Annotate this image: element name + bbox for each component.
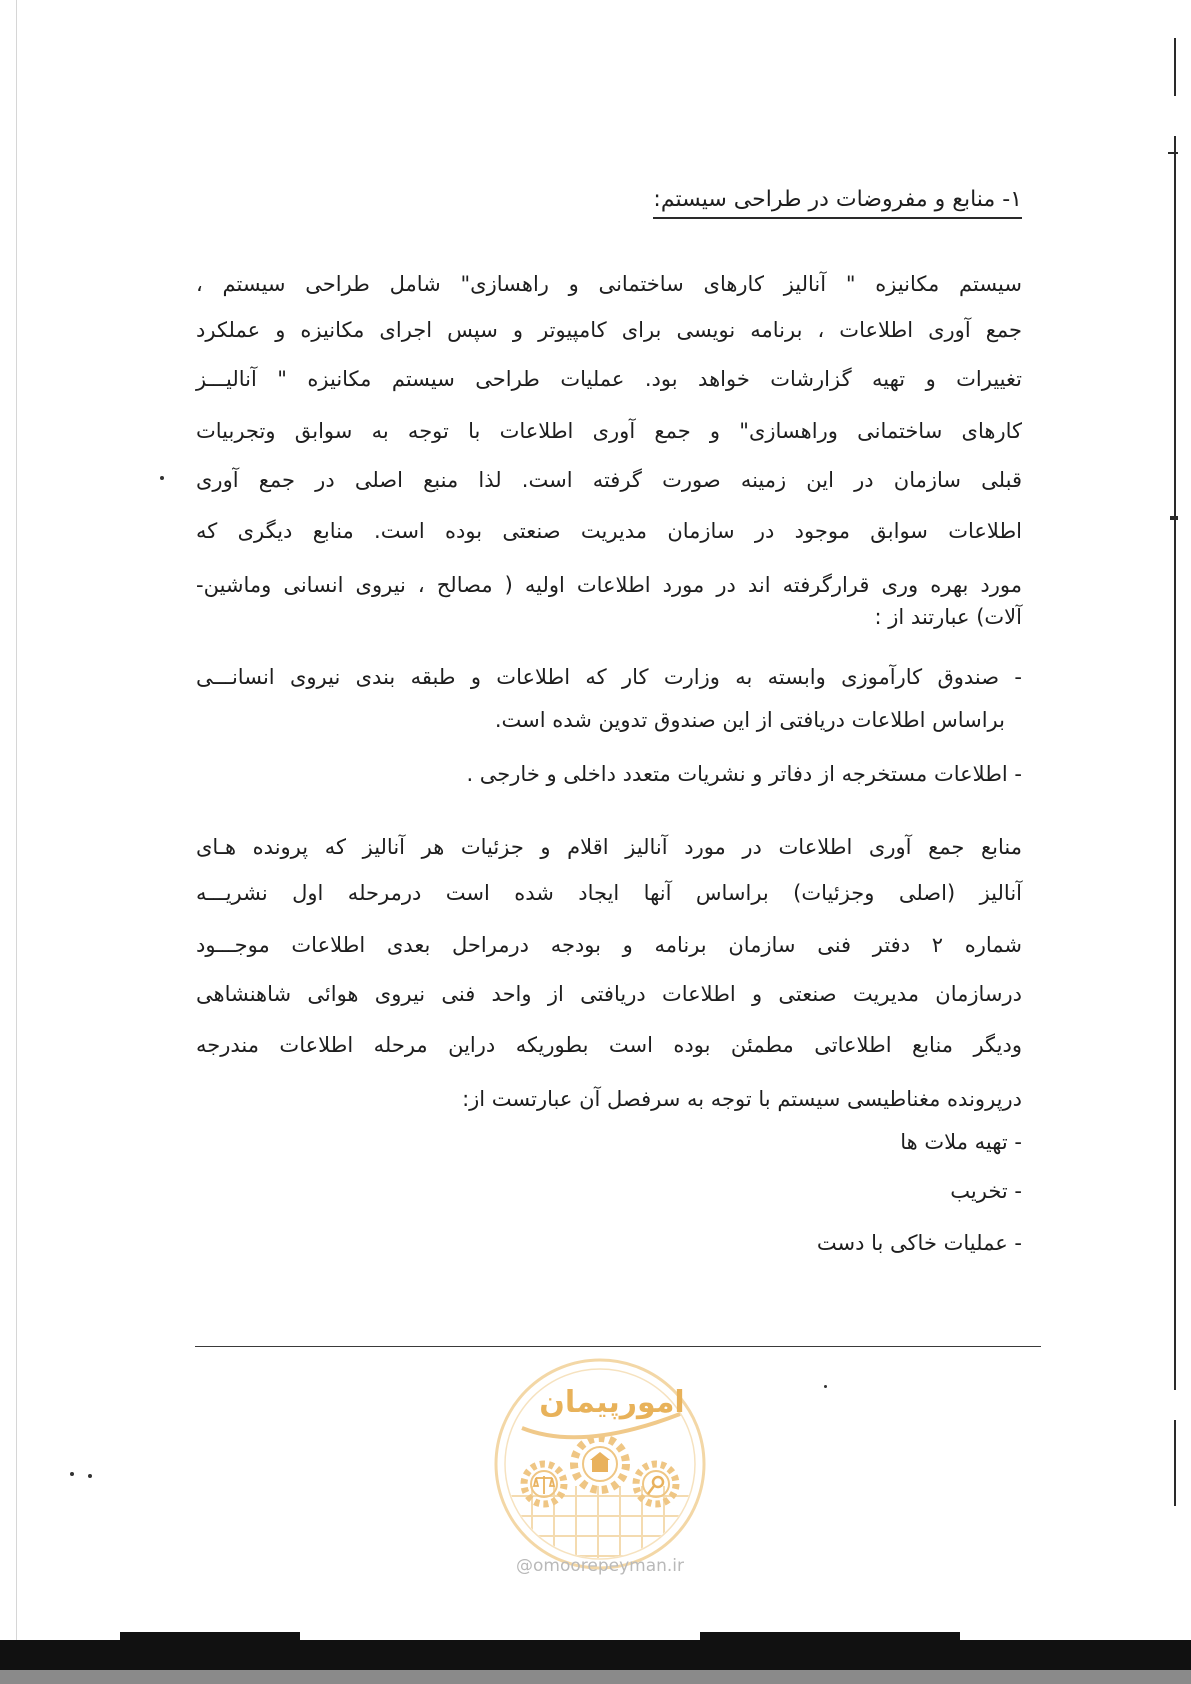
text-line: اطلاعات سوابق موجود در سازمان مدیریت صنعتی بوده است. منابع دیگری که <box>196 519 1022 543</box>
scan-speck <box>88 1474 92 1478</box>
scan-bottom-band <box>0 1640 1191 1670</box>
text-line: ودیگر منابع اطلاعاتی مطمئن بوده است بطوریکه دراین مرحله اطلاعات مندرجه <box>196 1033 1022 1057</box>
text-line: آلات) عبارتند از : <box>874 605 1022 629</box>
footer-rule <box>195 1346 1041 1347</box>
tool-icon <box>648 1477 663 1494</box>
text-line: منابع جمع آوری اطلاعات در مورد آنالیز اقلام و جزئیات هر آنالیز که پرونده هـای <box>196 835 1022 859</box>
text-line: درسازمان مدیریت صنعتی و اطلاعات دریافتی از واحد فنی نیروی هوائی شاهنشاهی <box>196 982 1022 1006</box>
scan-edge-left <box>16 0 17 1640</box>
gear-icon <box>636 1464 676 1504</box>
watermark-handle: @omoorepeyman.ir <box>515 1556 685 1576</box>
list-item: - تهیه ملات ها <box>900 1130 1022 1154</box>
scan-speck <box>70 1472 74 1476</box>
scan-edge-mark <box>1170 516 1178 520</box>
watermark-logo <box>492 1356 708 1572</box>
text-line: قبلی سازمان در این زمینه صورت گرفته است. لذا منبع اصلی در جمع آوری <box>196 468 1022 492</box>
scan-edge-tick <box>1168 152 1178 154</box>
scan-edge-gap <box>1172 96 1178 136</box>
text-line: براساس اطلاعات دریافتی از این صندوق تدوین شده است. <box>494 708 1005 732</box>
section-heading-text: ۱- منابع و مفروضات در طراحی سیستم: <box>653 185 1022 219</box>
section-heading <box>196 180 1022 220</box>
text-line: مورد بهره وری قرارگرفته اند در مورد اطلاعات اولیه ( مصالح ، نیروی انسانی وماشین- <box>196 573 1022 597</box>
text-line: آنالیز (اصلی وجزئیات) براساس آنها ایجاد شده است درمرحله اول نشریـــه <box>196 881 1022 905</box>
scan-edge-right <box>1174 38 1176 1506</box>
list-item: - صندوق کارآموزی وابسته به وزارت کار که اطلاعات و طبقه بندی نیروی انسانـــی <box>196 665 1022 689</box>
building-icon <box>590 1452 610 1472</box>
scan-speck <box>160 476 164 480</box>
scales-icon <box>534 1476 554 1494</box>
text-line: شماره ۲ دفتر فنی سازمان برنامه و بودجه درمراحل بعدی اطلاعات موجـــود <box>196 933 1022 957</box>
scan-bottom-strip <box>0 1670 1191 1684</box>
text-line: درپرونده مغناطیسی سیستم با توجه به سرفصل آن عبارتست از: <box>462 1087 1022 1111</box>
scan-edge-gap <box>1172 1390 1178 1420</box>
text-line: جمع آوری اطلاعات ، برنامه نویسی برای کامپیوتر و سپس اجرای مکانیزه و عملکرد <box>196 318 1022 342</box>
list-item: - عملیات خاکی با دست <box>816 1231 1022 1255</box>
list-item: - تخریب <box>950 1179 1022 1203</box>
text-line: کارهای ساختمانی وراهسازی" و جمع آوری اطلاعات با توجه به سوابق وتجربیات <box>196 419 1022 443</box>
scan-speck <box>824 1385 827 1388</box>
text-line: سیستم مکانیزه " آنالیز کارهای ساختمانی و راهسازی" شامل طراحی سیستم ، <box>196 272 1022 296</box>
text-line: تغییرات و تهیه گزارشات خواهد بود. عملیات طراحی سیستم مکانیزه " آنالیـــز <box>196 367 1022 391</box>
list-item: - اطلاعات مستخرجه از دفاتر و نشریات متعدد داخلی و خارجی . <box>466 762 1022 786</box>
logo-text: امورپیمان <box>539 1385 685 1420</box>
